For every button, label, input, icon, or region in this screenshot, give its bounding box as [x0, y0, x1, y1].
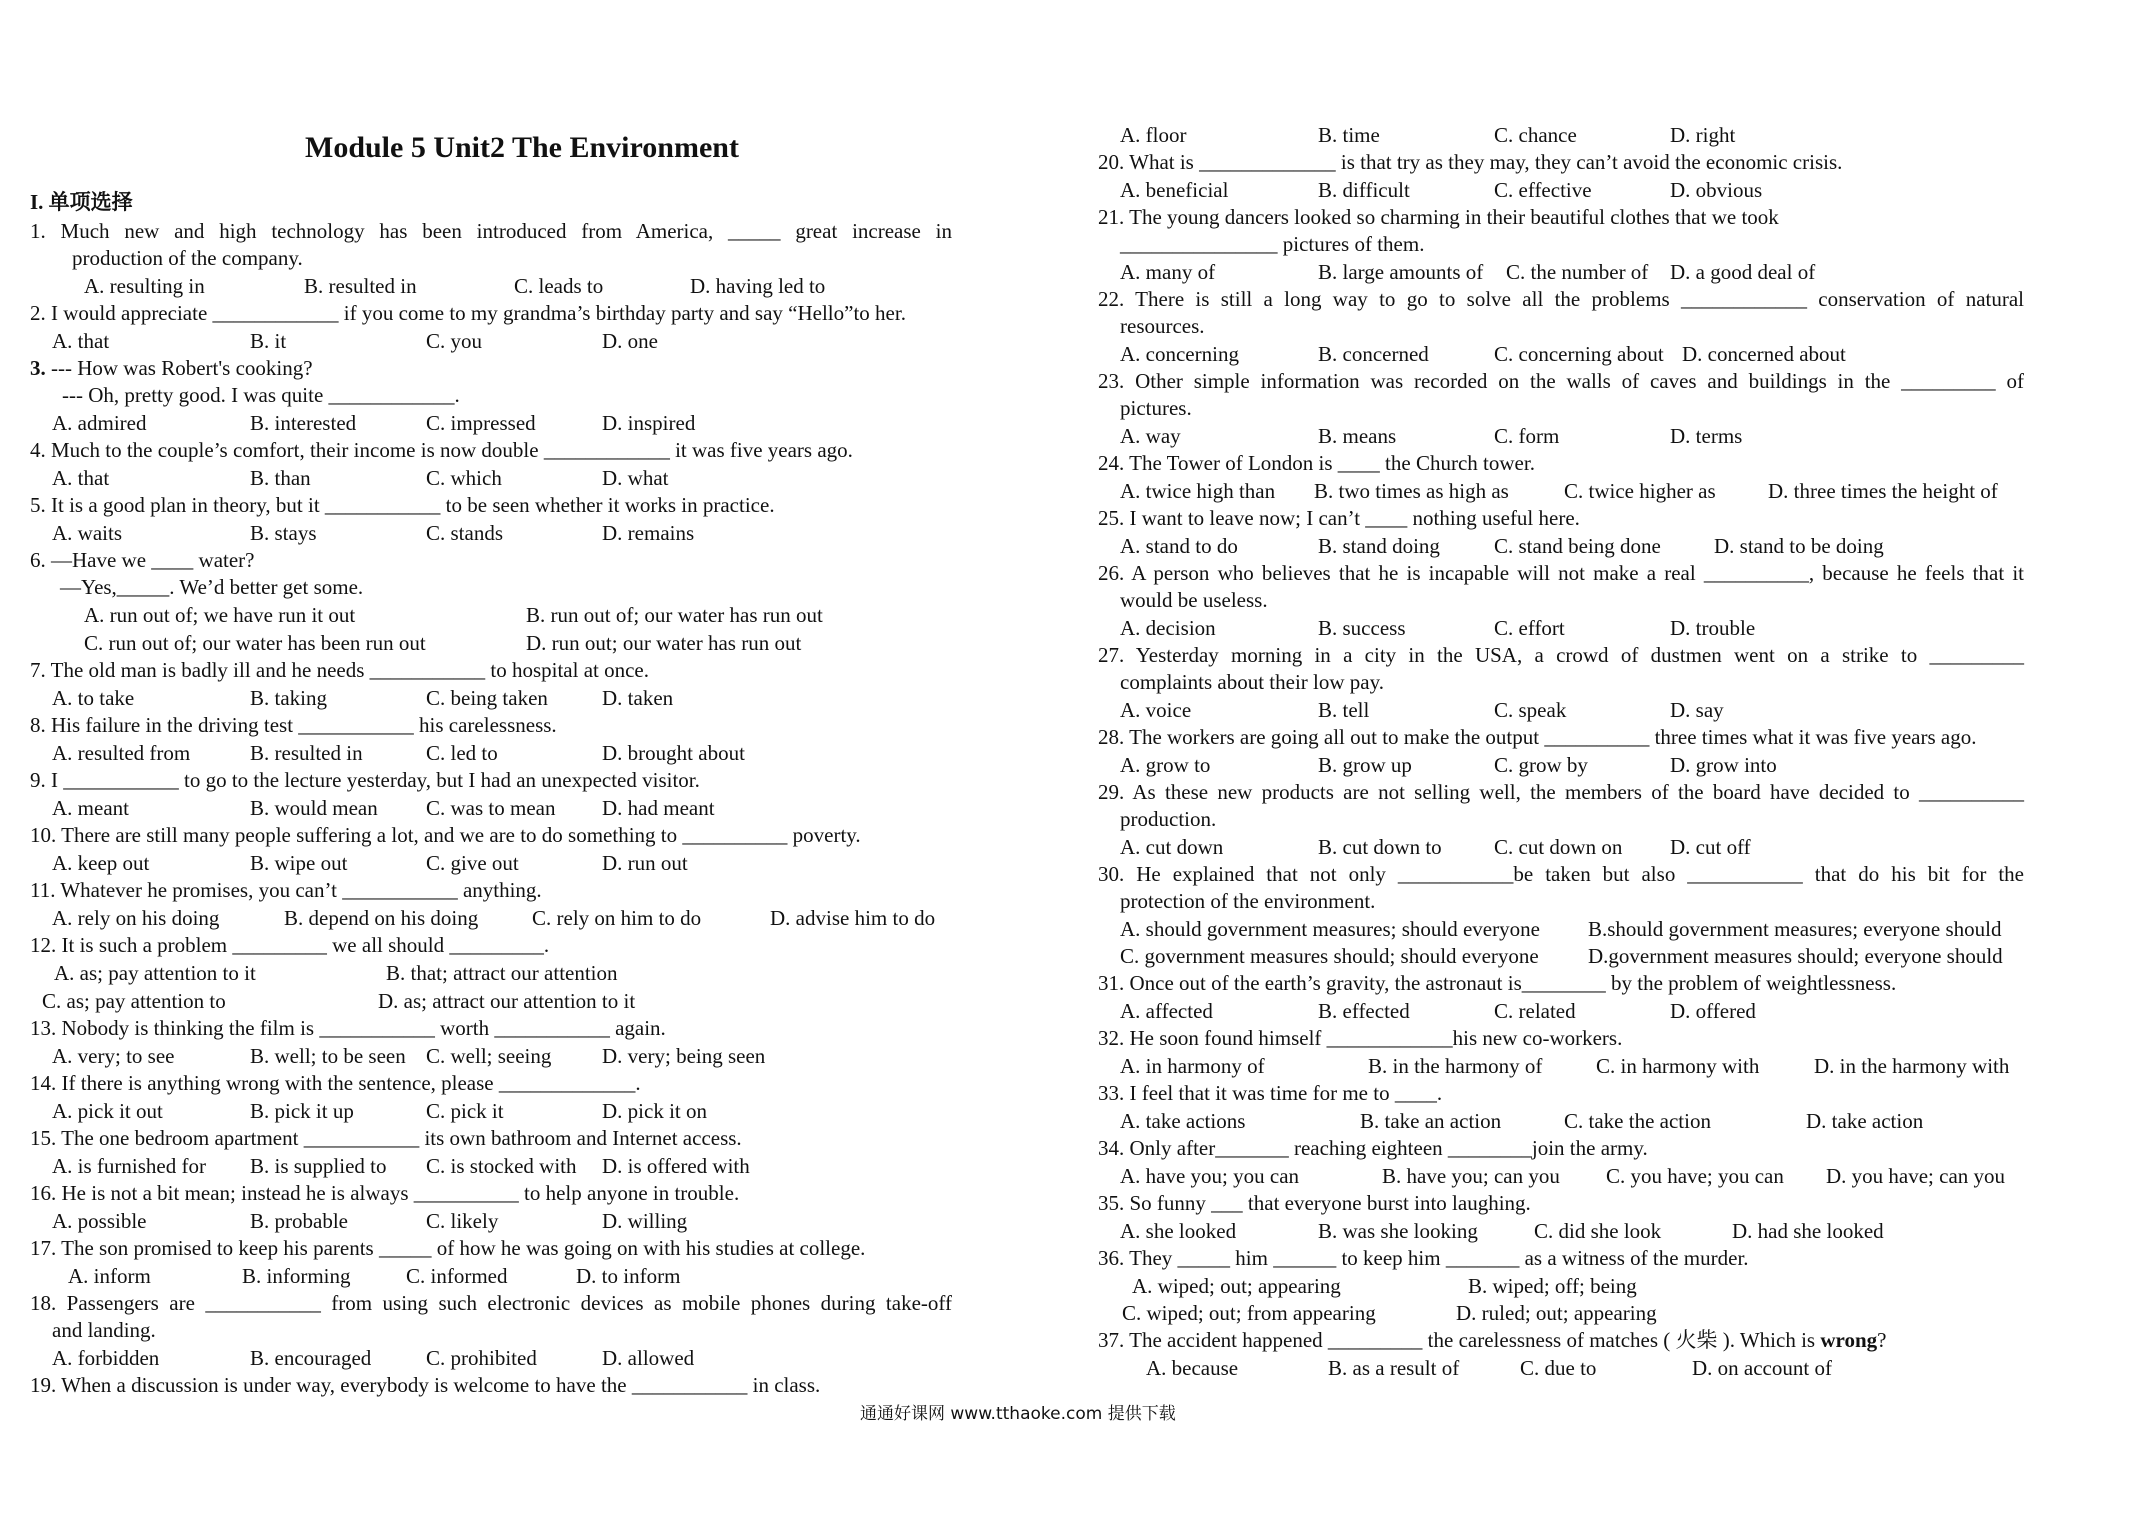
option-c: C. rely on him to do	[532, 906, 702, 930]
option-d: D. you have; can you	[1826, 1164, 2006, 1188]
option-c: C. led to	[426, 741, 498, 765]
option-c: C. effective	[1494, 178, 1592, 202]
option-c: C. stands	[426, 521, 504, 545]
option-b: B.should government measures; everyone should	[1588, 917, 2002, 941]
option-c: C. leads to	[514, 274, 604, 298]
option-c: C. speak	[1494, 698, 1567, 722]
question-22-cont: resources.	[1120, 314, 1205, 338]
option-d: D. as; attract our attention to it	[378, 989, 636, 1013]
option-a: A. twice high than	[1120, 479, 1276, 503]
option-c: C. run out of; our water has been run out	[84, 631, 426, 655]
option-b: B. run out of; our water has run out	[526, 603, 823, 627]
page-title: Module 5 Unit2 The Environment	[305, 131, 739, 164]
option-d: D. what	[602, 466, 669, 490]
option-c: C. is stocked with	[426, 1154, 577, 1178]
question-29: 29. As these new products are not selling well, the members of the board have decided to __________	[1098, 780, 2024, 804]
question-1-cont: production of the company.	[72, 246, 303, 270]
option-a: A. in harmony of	[1120, 1054, 1265, 1078]
option-b: B. time	[1318, 123, 1380, 147]
option-b: B. means	[1318, 424, 1397, 448]
option-d: D.government measures should; everyone should	[1588, 944, 2003, 968]
option-b: B. effected	[1318, 999, 1410, 1023]
option-a: A. have you; you can	[1120, 1164, 1300, 1188]
option-a: A. decision	[1120, 616, 1216, 640]
option-d: D. allowed	[602, 1346, 695, 1370]
option-d: D. stand to be doing	[1714, 534, 1884, 558]
option-c: C. in harmony with	[1596, 1054, 1760, 1078]
option-c: C. concerning about	[1494, 342, 1664, 366]
question-3-cont: --- Oh, pretty good. I was quite ____________.	[62, 383, 460, 407]
option-a: A. inform	[68, 1264, 151, 1288]
option-c: C. grow by	[1494, 753, 1588, 777]
option-d: D. in the harmony with	[1814, 1054, 2010, 1078]
option-b: B. wipe out	[250, 851, 348, 875]
option-c: C. form	[1494, 424, 1560, 448]
question-19: 19. When a discussion is under way, everybody is welcome to have the ___________ in class.	[30, 1373, 821, 1397]
option-d: D. a good deal of	[1670, 260, 1816, 284]
option-a: A. possible	[52, 1209, 147, 1233]
option-a: A. take actions	[1120, 1109, 1246, 1133]
option-c: C. effort	[1494, 616, 1565, 640]
question-13: 13. Nobody is thinking the film is ___________ worth ___________ again.	[30, 1016, 666, 1040]
section-heading: I. 单项选择	[30, 190, 133, 214]
option-c: C. impressed	[426, 411, 536, 435]
question-26-cont: would be useless.	[1120, 588, 1268, 612]
question-5: 5. It is a good plan in theory, but it ___________ to be seen whether it works in practice.	[30, 493, 775, 517]
option-d: D. willing	[602, 1209, 688, 1233]
option-b: B. large amounts of	[1318, 260, 1484, 284]
option-a: A. that	[52, 329, 110, 353]
question-9: 9. I ___________ to go to the lecture yesterday, but I had an unexpected visitor.	[30, 768, 700, 792]
question-10: 10. There are still many people suffering a lot, and we are to do something to __________ poverty.	[30, 823, 861, 847]
option-a: A. is furnished for	[52, 1154, 206, 1178]
question-27-cont: complaints about their low pay.	[1120, 670, 1384, 694]
option-b: B. difficult	[1318, 178, 1410, 202]
question-25: 25. I want to leave now; I can’t ____ nothing useful here.	[1098, 506, 1580, 530]
option-b: B. encouraged	[250, 1346, 372, 1370]
question-3-text: --- How was Robert's cooking?	[51, 356, 313, 380]
option-c: C. wiped; out; from appearing	[1122, 1301, 1376, 1325]
option-a: A. she looked	[1120, 1219, 1237, 1243]
option-a: A. that	[52, 466, 110, 490]
question-15: 15. The one bedroom apartment ___________ its own bathroom and Internet access.	[30, 1126, 742, 1150]
option-c: C. you	[426, 329, 483, 353]
option-d: D. ruled; out; appearing	[1456, 1301, 1657, 1325]
option-a: A. because	[1146, 1356, 1239, 1380]
option-b: B. as a result of	[1328, 1356, 1460, 1380]
question-4: 4. Much to the couple’s comfort, their income is now double ____________ it was five years ago.	[30, 438, 853, 462]
option-c: C. stand being done	[1494, 534, 1661, 558]
question-7: 7. The old man is badly ill and he needs ___________ to hospital at once.	[30, 658, 650, 682]
option-d: D. concerned about	[1682, 342, 1846, 366]
question-29-cont: production.	[1120, 807, 1217, 831]
question-23: 23. Other simple information was recorded on the walls of caves and buildings in the _________ of	[1098, 369, 2024, 393]
option-c: C. informed	[406, 1264, 508, 1288]
option-d: D. three times the height of	[1768, 479, 1998, 503]
option-d: D. inspired	[602, 411, 696, 435]
footer-watermark: 通通好课网 www.tthaoke.com 提供下载	[860, 1404, 1176, 1424]
question-34: 34. Only after_______ reaching eighteen ________join the army.	[1098, 1136, 1648, 1160]
question-3	[30, 355, 313, 382]
question-8: 8. His failure in the driving test ___________ his carelessness.	[30, 713, 557, 737]
question-11: 11. Whatever he promises, you can’t ___________ anything.	[30, 878, 542, 902]
option-a: A. pick it out	[52, 1099, 163, 1123]
option-a: A. keep out	[52, 851, 150, 875]
question-20: 20. What is _____________ is that try as they may, they can’t avoid the economic crisis.	[1098, 150, 1843, 174]
option-b: B. is supplied to	[250, 1154, 387, 1178]
option-d: D. terms	[1670, 424, 1743, 448]
question-36: 36. They _____ him ______ to keep him _______ as a witness of the murder.	[1098, 1246, 1749, 1270]
option-b: B. success	[1318, 616, 1406, 640]
option-d: D. had she looked	[1732, 1219, 1884, 1243]
option-b: B. have you; can you	[1382, 1164, 1560, 1188]
option-a: A. stand to do	[1120, 534, 1238, 558]
option-a: A. resulted from	[52, 741, 191, 765]
option-d: D. cut off	[1670, 835, 1751, 859]
option-d: D. take action	[1806, 1109, 1924, 1133]
option-b: B. concerned	[1318, 342, 1429, 366]
option-a: A. many of	[1120, 260, 1216, 284]
option-b: B. well; to be seen	[250, 1044, 406, 1068]
option-c: C. the number of	[1506, 260, 1649, 284]
option-a: A. floor	[1120, 123, 1187, 147]
option-a: A. resulting in	[84, 274, 205, 298]
option-a: A. admired	[52, 411, 147, 435]
question-35: 35. So funny ___ that everyone burst into laughing.	[1098, 1191, 1531, 1215]
option-d: D. to inform	[576, 1264, 681, 1288]
option-b: B. two times as high as	[1314, 479, 1509, 503]
option-b: B. depend on his doing	[284, 906, 479, 930]
option-b: B. than	[250, 466, 311, 490]
option-b: B. taking	[250, 686, 327, 710]
option-a: A. run out of; we have run it out	[84, 603, 356, 627]
question-6: 6. —Have we ____ water?	[30, 548, 255, 572]
option-a: A. cut down	[1120, 835, 1224, 859]
option-c: C. you have; you can	[1606, 1164, 1784, 1188]
question-37-end: ?	[1877, 1328, 1887, 1352]
question-37	[1098, 1327, 1886, 1354]
question-24: 24. The Tower of London is ____ the Church tower.	[1098, 451, 1535, 475]
option-b: B. interested	[250, 411, 357, 435]
option-a: A. should government measures; should everyone	[1120, 917, 1540, 941]
question-14: 14. If there is anything wrong with the sentence, please _____________.	[30, 1071, 641, 1095]
option-a: A. rely on his doing	[52, 906, 220, 930]
option-d: D. run out; our water has run out	[526, 631, 802, 655]
option-d: D. on account of	[1692, 1356, 1832, 1380]
question-17: 17. The son promised to keep his parents _____ of how he was going on with his studies at college.	[30, 1236, 866, 1260]
option-a: A. beneficial	[1120, 178, 1229, 202]
option-d: D. grow into	[1670, 753, 1777, 777]
option-c: C. did she look	[1534, 1219, 1662, 1243]
question-33: 33. I feel that it was time for me to ____.	[1098, 1081, 1443, 1105]
option-c: C. as; pay attention to	[42, 989, 226, 1013]
option-a: A. forbidden	[52, 1346, 160, 1370]
question-23-cont: pictures.	[1120, 396, 1192, 420]
question-37-emphasis: wrong	[1820, 1328, 1878, 1352]
option-b: B. probable	[250, 1209, 348, 1233]
question-16: 16. He is not a bit mean; instead he is always __________ to help anyone in trouble.	[30, 1181, 740, 1205]
option-c: C. being taken	[426, 686, 548, 710]
option-c: C. take the action	[1564, 1109, 1711, 1133]
option-c: C. which	[426, 466, 502, 490]
option-b: B. stays	[250, 521, 317, 545]
question-21: 21. The young dancers looked so charming in their beautiful clothes that we took	[1098, 205, 1779, 229]
question-3-number: 3.	[30, 356, 46, 380]
question-30-cont: protection of the environment.	[1120, 889, 1376, 913]
option-b: B. resulted in	[304, 274, 417, 298]
option-c: C. likely	[426, 1209, 499, 1233]
option-c: C. was to mean	[426, 796, 556, 820]
option-d: D. brought about	[602, 741, 745, 765]
question-18: 18. Passengers are ___________ from using such electronic devices as mobile phones during take-off	[30, 1291, 952, 1315]
option-b: B. that; attract our attention	[386, 961, 618, 985]
question-2: 2. I would appreciate ____________ if you come to my grandma’s birthday party and say “Hello”to her.	[30, 301, 906, 325]
question-32: 32. He soon found himself ____________his new co-workers.	[1098, 1026, 1623, 1050]
option-b: B. was she looking	[1318, 1219, 1478, 1243]
option-c: C. give out	[426, 851, 519, 875]
option-a: A. to take	[52, 686, 135, 710]
question-1: 1. Much new and high technology has been introduced from America, _____ great increase in	[30, 219, 952, 243]
option-c: C. cut down on	[1494, 835, 1623, 859]
option-a: A. way	[1120, 424, 1181, 448]
option-d: D. having led to	[690, 274, 826, 298]
option-d: D. obvious	[1670, 178, 1763, 202]
option-b: B. wiped; off; being	[1468, 1274, 1637, 1298]
option-d: D. right	[1670, 123, 1736, 147]
question-37-text: 37. The accident happened _________ the carelessness of matches ( 火柴 ). Which is	[1098, 1328, 1816, 1352]
option-c: C. pick it	[426, 1099, 504, 1123]
option-a: A. waits	[52, 521, 122, 545]
option-c: C. chance	[1494, 123, 1577, 147]
option-a: A. meant	[52, 796, 129, 820]
option-b: B. cut down to	[1318, 835, 1442, 859]
option-d: D. had meant	[602, 796, 715, 820]
option-d: D. say	[1670, 698, 1724, 722]
question-22: 22. There is still a long way to go to solve all the problems ____________ conservation of natural	[1098, 287, 2024, 311]
option-a: A. wiped; out; appearing	[1132, 1274, 1341, 1298]
option-d: D. offered	[1670, 999, 1756, 1023]
question-26: 26. A person who believes that he is incapable will not make a real __________, because he feels that it	[1098, 561, 2024, 585]
question-21-cont: _______________ pictures of them.	[1120, 232, 1425, 256]
option-b: B. take an action	[1360, 1109, 1502, 1133]
option-d: D. pick it on	[602, 1099, 707, 1123]
question-31: 31. Once out of the earth’s gravity, the astronaut is________ by the problem of weightlessness.	[1098, 971, 1897, 995]
option-b: B. it	[250, 329, 287, 353]
option-c: C. government measures should; should everyone	[1120, 944, 1539, 968]
option-b: B. informing	[242, 1264, 351, 1288]
option-c: C. related	[1494, 999, 1576, 1023]
question-27: 27. Yesterday morning in a city in the USA, a crowd of dustmen went on a strike to _________	[1098, 643, 2024, 667]
question-30: 30. He explained that not only ___________be taken but also ___________ that do his bit for the	[1098, 862, 2024, 886]
option-b: B. resulted in	[250, 741, 363, 765]
option-a: A. as; pay attention to it	[54, 961, 256, 985]
option-d: D. trouble	[1670, 616, 1756, 640]
option-d: D. run out	[602, 851, 688, 875]
option-a: A. very; to see	[52, 1044, 175, 1068]
question-6-cont: —Yes,_____. We’d better get some.	[60, 575, 364, 599]
option-c: C. prohibited	[426, 1346, 537, 1370]
question-12: 12. It is such a problem _________ we all should _________.	[30, 933, 550, 957]
question-18-cont: and landing.	[52, 1318, 156, 1342]
option-b: B. would mean	[250, 796, 378, 820]
option-d: D. remains	[602, 521, 695, 545]
option-b: B. tell	[1318, 698, 1370, 722]
option-c: C. twice higher as	[1564, 479, 1716, 503]
option-a: A. voice	[1120, 698, 1192, 722]
option-b: B. in the harmony of	[1368, 1054, 1543, 1078]
option-d: D. taken	[602, 686, 674, 710]
option-b: B. grow up	[1318, 753, 1412, 777]
option-b: B. pick it up	[250, 1099, 354, 1123]
option-c: C. well; seeing	[426, 1044, 552, 1068]
option-a: A. affected	[1120, 999, 1213, 1023]
option-b: B. stand doing	[1318, 534, 1440, 558]
question-28: 28. The workers are going all out to make the output __________ three times what it was five years ago.	[1098, 725, 1977, 749]
option-a: A. grow to	[1120, 753, 1211, 777]
option-d: D. advise him to do	[770, 906, 936, 930]
option-d: D. is offered with	[602, 1154, 750, 1178]
option-d: D. very; being seen	[602, 1044, 766, 1068]
option-c: C. due to	[1520, 1356, 1597, 1380]
option-d: D. one	[602, 329, 658, 353]
option-a: A. concerning	[1120, 342, 1239, 366]
